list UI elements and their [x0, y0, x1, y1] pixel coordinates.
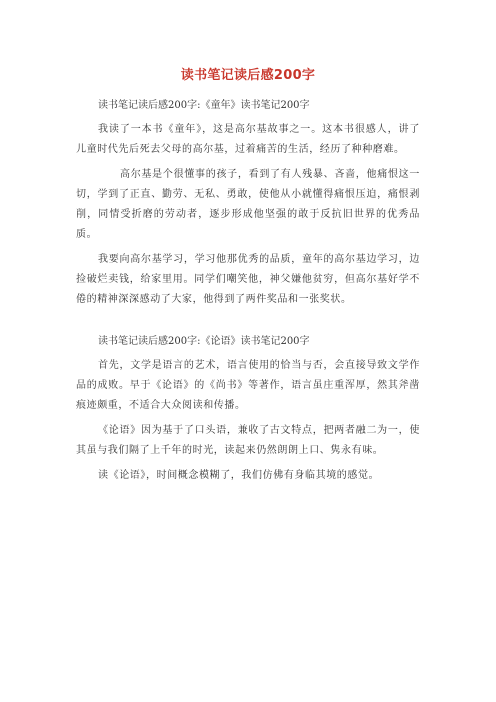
- paragraph: 读《论语》，时间概念模糊了，我们仿佛有身临其境的感觉。: [98, 470, 380, 481]
- section-heading: 读书笔记读后感200字:《童年》读书笔记200字: [98, 100, 310, 111]
- page-title: 读书笔记读后感200字: [180, 68, 316, 83]
- paragraph: 我读了一本书《童年》，这是高尔基故事之一。这本书很感人，讲了儿童时代先后死去父母的高尔基，过着痛苦的生活，经历了种种磨难。: [76, 124, 420, 155]
- paragraph: 《论语》因为基于了口头语，兼收了古文特点，把两者融二为一，使其虽与我们隔了上千年的时光，读起来仍然朗朗上口、隽永有味。: [76, 425, 420, 456]
- section-heading: 读书笔记读后感200字:《论语》读书笔记200字: [98, 336, 310, 347]
- section-tongnian: [76, 96, 420, 310]
- section-lunyu: [76, 332, 420, 486]
- paragraph: 首先，文学是语言的艺术，语言使用的恰当与否，会直接导致文学作品的成败。早于《论语》的《尚书》等著作，语言虽庄重浑厚，然其斧凿痕迹颇重，不适合大众阅读和传播。: [76, 360, 420, 411]
- paragraph: 我要向高尔基学习，学习他那优秀的品质，童年的高尔基边学习，边捡破烂卖钱，给家里用。同学们嘲笑他，神父嫌他贫穷，但高尔基好学不倦的精神深深感动了大家，他得到了两件奖品和一张奖状。: [76, 254, 420, 305]
- document-body: [76, 96, 420, 491]
- paragraph: 高尔基是个很懂事的孩子，看到了有人残暴、吝啬，他痛恨这一切，学到了正直、勤劳、无私、勇敢，使他从小就懂得痛恨压迫，痛恨剥削，同情受折磨的劳动者，逐步形成他坚强的敢于反抗旧世界的优秀品质。: [76, 169, 420, 240]
